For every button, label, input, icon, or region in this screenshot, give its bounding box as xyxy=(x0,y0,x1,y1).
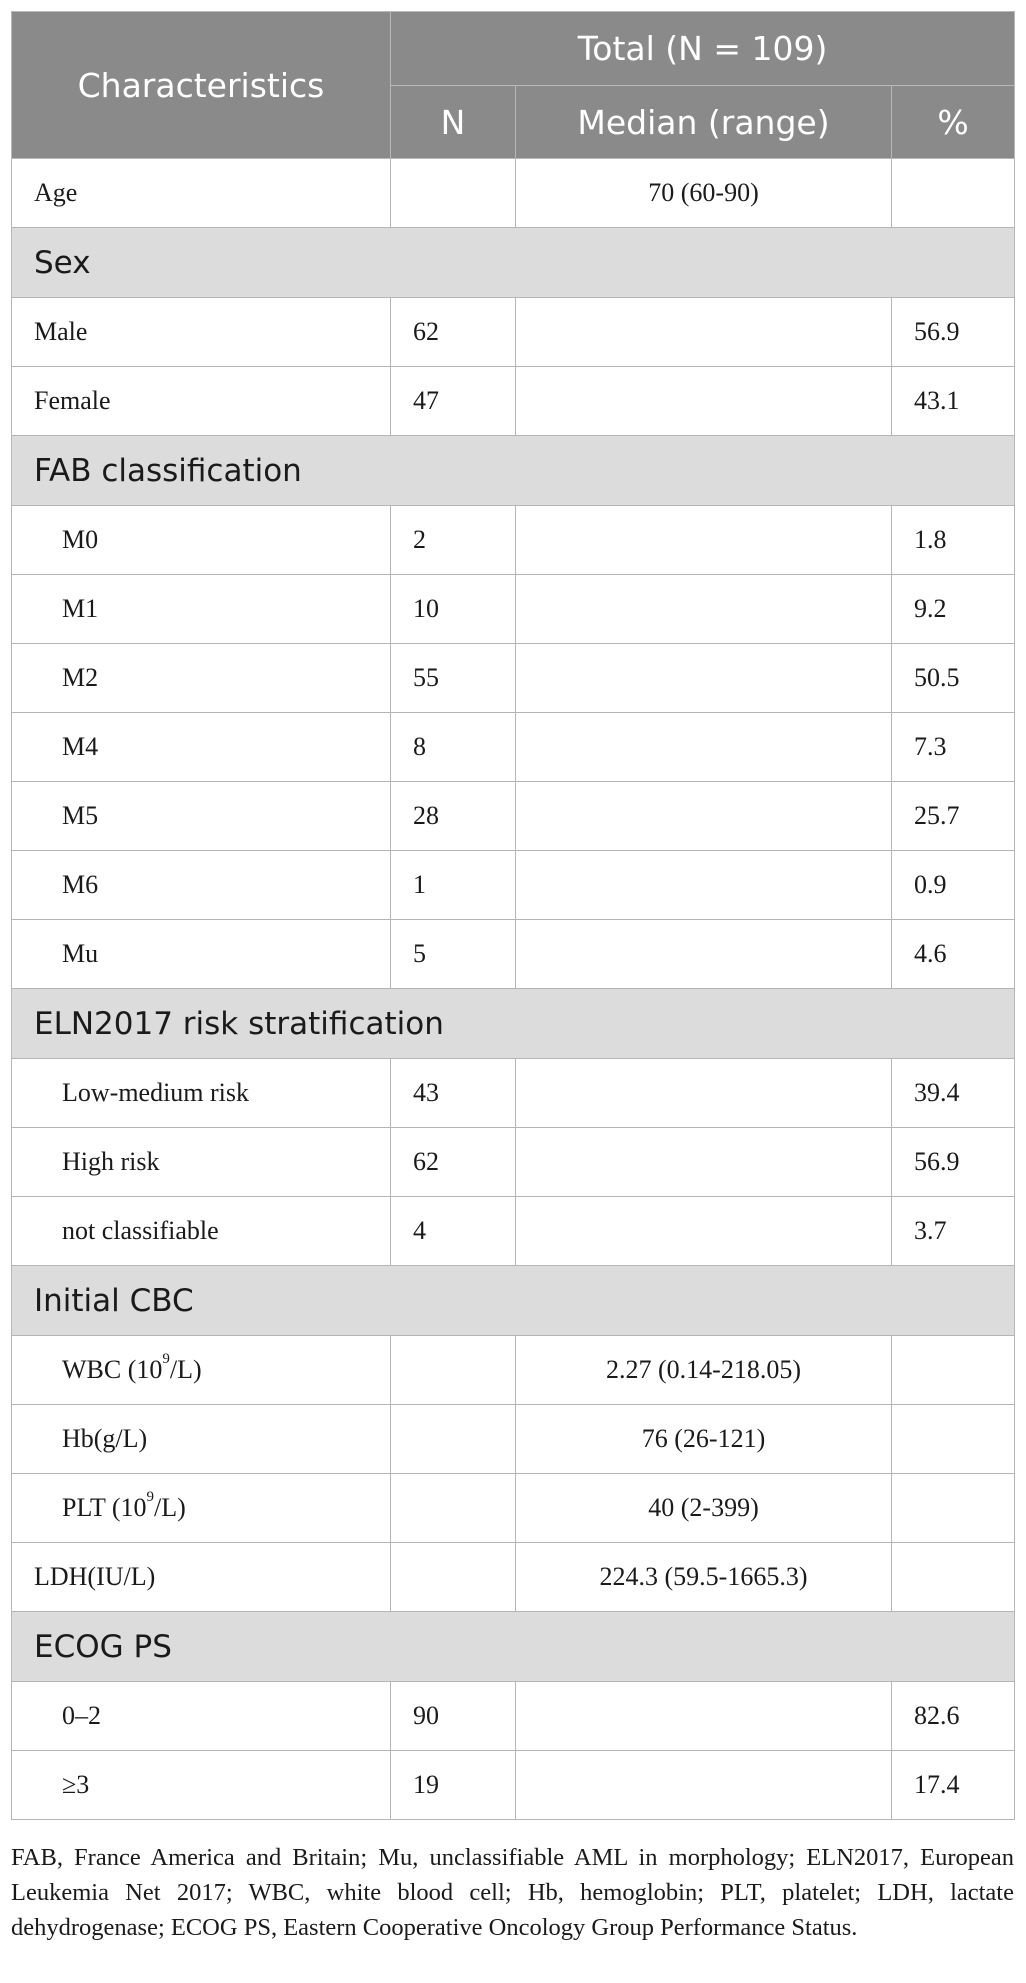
table-row-male xyxy=(12,298,1015,367)
cell-percent xyxy=(892,1405,1015,1474)
cell-median xyxy=(516,713,892,782)
row-label: 0–2 xyxy=(12,1682,391,1751)
row-label: Male xyxy=(12,298,391,367)
table-row-wbc xyxy=(12,1336,1015,1405)
table-row xyxy=(12,1059,1015,1128)
row-label: Mu xyxy=(12,920,391,989)
section-header-sex xyxy=(12,228,1015,298)
header-percent: % xyxy=(892,86,1015,159)
cell-median: 2.27 (0.14-218.05) xyxy=(516,1336,892,1405)
cell-median xyxy=(516,367,892,436)
cell-percent: 4.6 xyxy=(892,920,1015,989)
table-row xyxy=(12,851,1015,920)
section-title: Sex xyxy=(12,228,1015,298)
row-label: Low-medium risk xyxy=(12,1059,391,1128)
cell-median xyxy=(516,1197,892,1266)
row-label: M6 xyxy=(12,851,391,920)
cell-n: 19 xyxy=(391,1751,516,1820)
row-label: M4 xyxy=(12,713,391,782)
cell-percent xyxy=(892,159,1015,228)
section-header-fab xyxy=(12,436,1015,506)
table-row xyxy=(12,713,1015,782)
header-n: N xyxy=(391,86,516,159)
row-label: M2 xyxy=(12,644,391,713)
section-title: ECOG PS xyxy=(12,1612,1015,1682)
section-header-eln2017 xyxy=(12,989,1015,1059)
cell-n xyxy=(391,1474,516,1543)
row-label: M0 xyxy=(12,506,391,575)
row-label: ≥3 xyxy=(12,1751,391,1820)
cell-median xyxy=(516,851,892,920)
table-row xyxy=(12,1128,1015,1197)
cell-n: 4 xyxy=(391,1197,516,1266)
cell-percent: 56.9 xyxy=(892,298,1015,367)
header-row-top xyxy=(12,12,1015,86)
cell-n: 10 xyxy=(391,575,516,644)
cell-median: 224.3 (59.5-1665.3) xyxy=(516,1543,892,1612)
header-characteristics: Characteristics xyxy=(12,12,391,159)
cell-n: 43 xyxy=(391,1059,516,1128)
cell-n xyxy=(391,1543,516,1612)
cell-median xyxy=(516,920,892,989)
superscript: 9 xyxy=(146,1489,155,1505)
cell-median: 76 (26-121) xyxy=(516,1405,892,1474)
label-suffix: /L) xyxy=(169,1355,202,1384)
cell-percent xyxy=(892,1336,1015,1405)
row-label: Hb(g/L) xyxy=(12,1405,391,1474)
cell-n: 47 xyxy=(391,367,516,436)
table-row-plt xyxy=(12,1474,1015,1543)
cell-n: 62 xyxy=(391,298,516,367)
cell-percent: 43.1 xyxy=(892,367,1015,436)
cell-percent: 56.9 xyxy=(892,1128,1015,1197)
table-row xyxy=(12,506,1015,575)
row-label: High risk xyxy=(12,1128,391,1197)
cell-median: 70 (60-90) xyxy=(516,159,892,228)
cell-median xyxy=(516,298,892,367)
section-title: Initial CBC xyxy=(12,1266,1015,1336)
cell-percent: 0.9 xyxy=(892,851,1015,920)
superscript: 9 xyxy=(162,1351,170,1367)
cell-median xyxy=(516,1751,892,1820)
cell-n: 90 xyxy=(391,1682,516,1751)
cell-median: 40 (2-399) xyxy=(516,1474,892,1543)
cell-percent: 1.8 xyxy=(892,506,1015,575)
cell-n xyxy=(391,159,516,228)
table-row xyxy=(12,575,1015,644)
section-header-initial-cbc xyxy=(12,1266,1015,1336)
cell-median xyxy=(516,1128,892,1197)
characteristics-table-container xyxy=(11,11,1014,1820)
cell-percent: 50.5 xyxy=(892,644,1015,713)
cell-median xyxy=(516,782,892,851)
cell-n: 28 xyxy=(391,782,516,851)
table-footnote: FAB, France America and Britain; Mu, unclassifiable AML in morphology; ELN2017, European Leukemia Net 2017; WBC, white blood cell; Hb, hemoglobin; PLT, platelet; LDH, lactate dehydrogenase; ECOG PS, Eastern Cooperative Oncology Group Performance Status. xyxy=(11,1844,1014,1941)
cell-n: 1 xyxy=(391,851,516,920)
cell-percent xyxy=(892,1543,1015,1612)
cell-n: 2 xyxy=(391,506,516,575)
table-row xyxy=(12,1682,1015,1751)
cell-n: 62 xyxy=(391,1128,516,1197)
header-total: Total (N = 109) xyxy=(391,12,1015,86)
table-row-age xyxy=(12,159,1015,228)
cell-median xyxy=(516,644,892,713)
label-prefix: PLT (10 xyxy=(62,1493,147,1522)
table-row-hb xyxy=(12,1405,1015,1474)
table-row xyxy=(12,782,1015,851)
row-label xyxy=(12,1336,391,1405)
label-prefix: WBC (10 xyxy=(62,1355,163,1384)
cell-n: 55 xyxy=(391,644,516,713)
cell-n: 8 xyxy=(391,713,516,782)
row-label: Age xyxy=(12,159,391,228)
table-row xyxy=(12,1197,1015,1266)
row-label: not classifiable xyxy=(12,1197,391,1266)
row-label: Female xyxy=(12,367,391,436)
cell-percent: 3.7 xyxy=(892,1197,1015,1266)
table-row xyxy=(12,920,1015,989)
cell-percent: 9.2 xyxy=(892,575,1015,644)
cell-median xyxy=(516,1682,892,1751)
cell-percent xyxy=(892,1474,1015,1543)
row-label xyxy=(12,1474,391,1543)
table-row xyxy=(12,644,1015,713)
cell-percent: 39.4 xyxy=(892,1059,1015,1128)
cell-percent: 17.4 xyxy=(892,1751,1015,1820)
section-title: ELN2017 risk stratification xyxy=(12,989,1015,1059)
cell-median xyxy=(516,575,892,644)
label-suffix: /L) xyxy=(154,1493,186,1522)
table-row xyxy=(12,1751,1015,1820)
cell-median xyxy=(516,1059,892,1128)
cell-median xyxy=(516,506,892,575)
cell-n xyxy=(391,1405,516,1474)
characteristics-table xyxy=(11,11,1015,1820)
table-row-female xyxy=(12,367,1015,436)
cell-percent: 82.6 xyxy=(892,1682,1015,1751)
row-label: M1 xyxy=(12,575,391,644)
cell-percent: 25.7 xyxy=(892,782,1015,851)
cell-n xyxy=(391,1336,516,1405)
cell-n: 5 xyxy=(391,920,516,989)
section-title: FAB classification xyxy=(12,436,1015,506)
header-median: Median (range) xyxy=(516,86,892,159)
table-row-ldh xyxy=(12,1543,1015,1612)
row-label: M5 xyxy=(12,782,391,851)
row-label: LDH(IU/L) xyxy=(12,1543,391,1612)
section-header-ecog-ps xyxy=(12,1612,1015,1682)
cell-percent: 7.3 xyxy=(892,713,1015,782)
